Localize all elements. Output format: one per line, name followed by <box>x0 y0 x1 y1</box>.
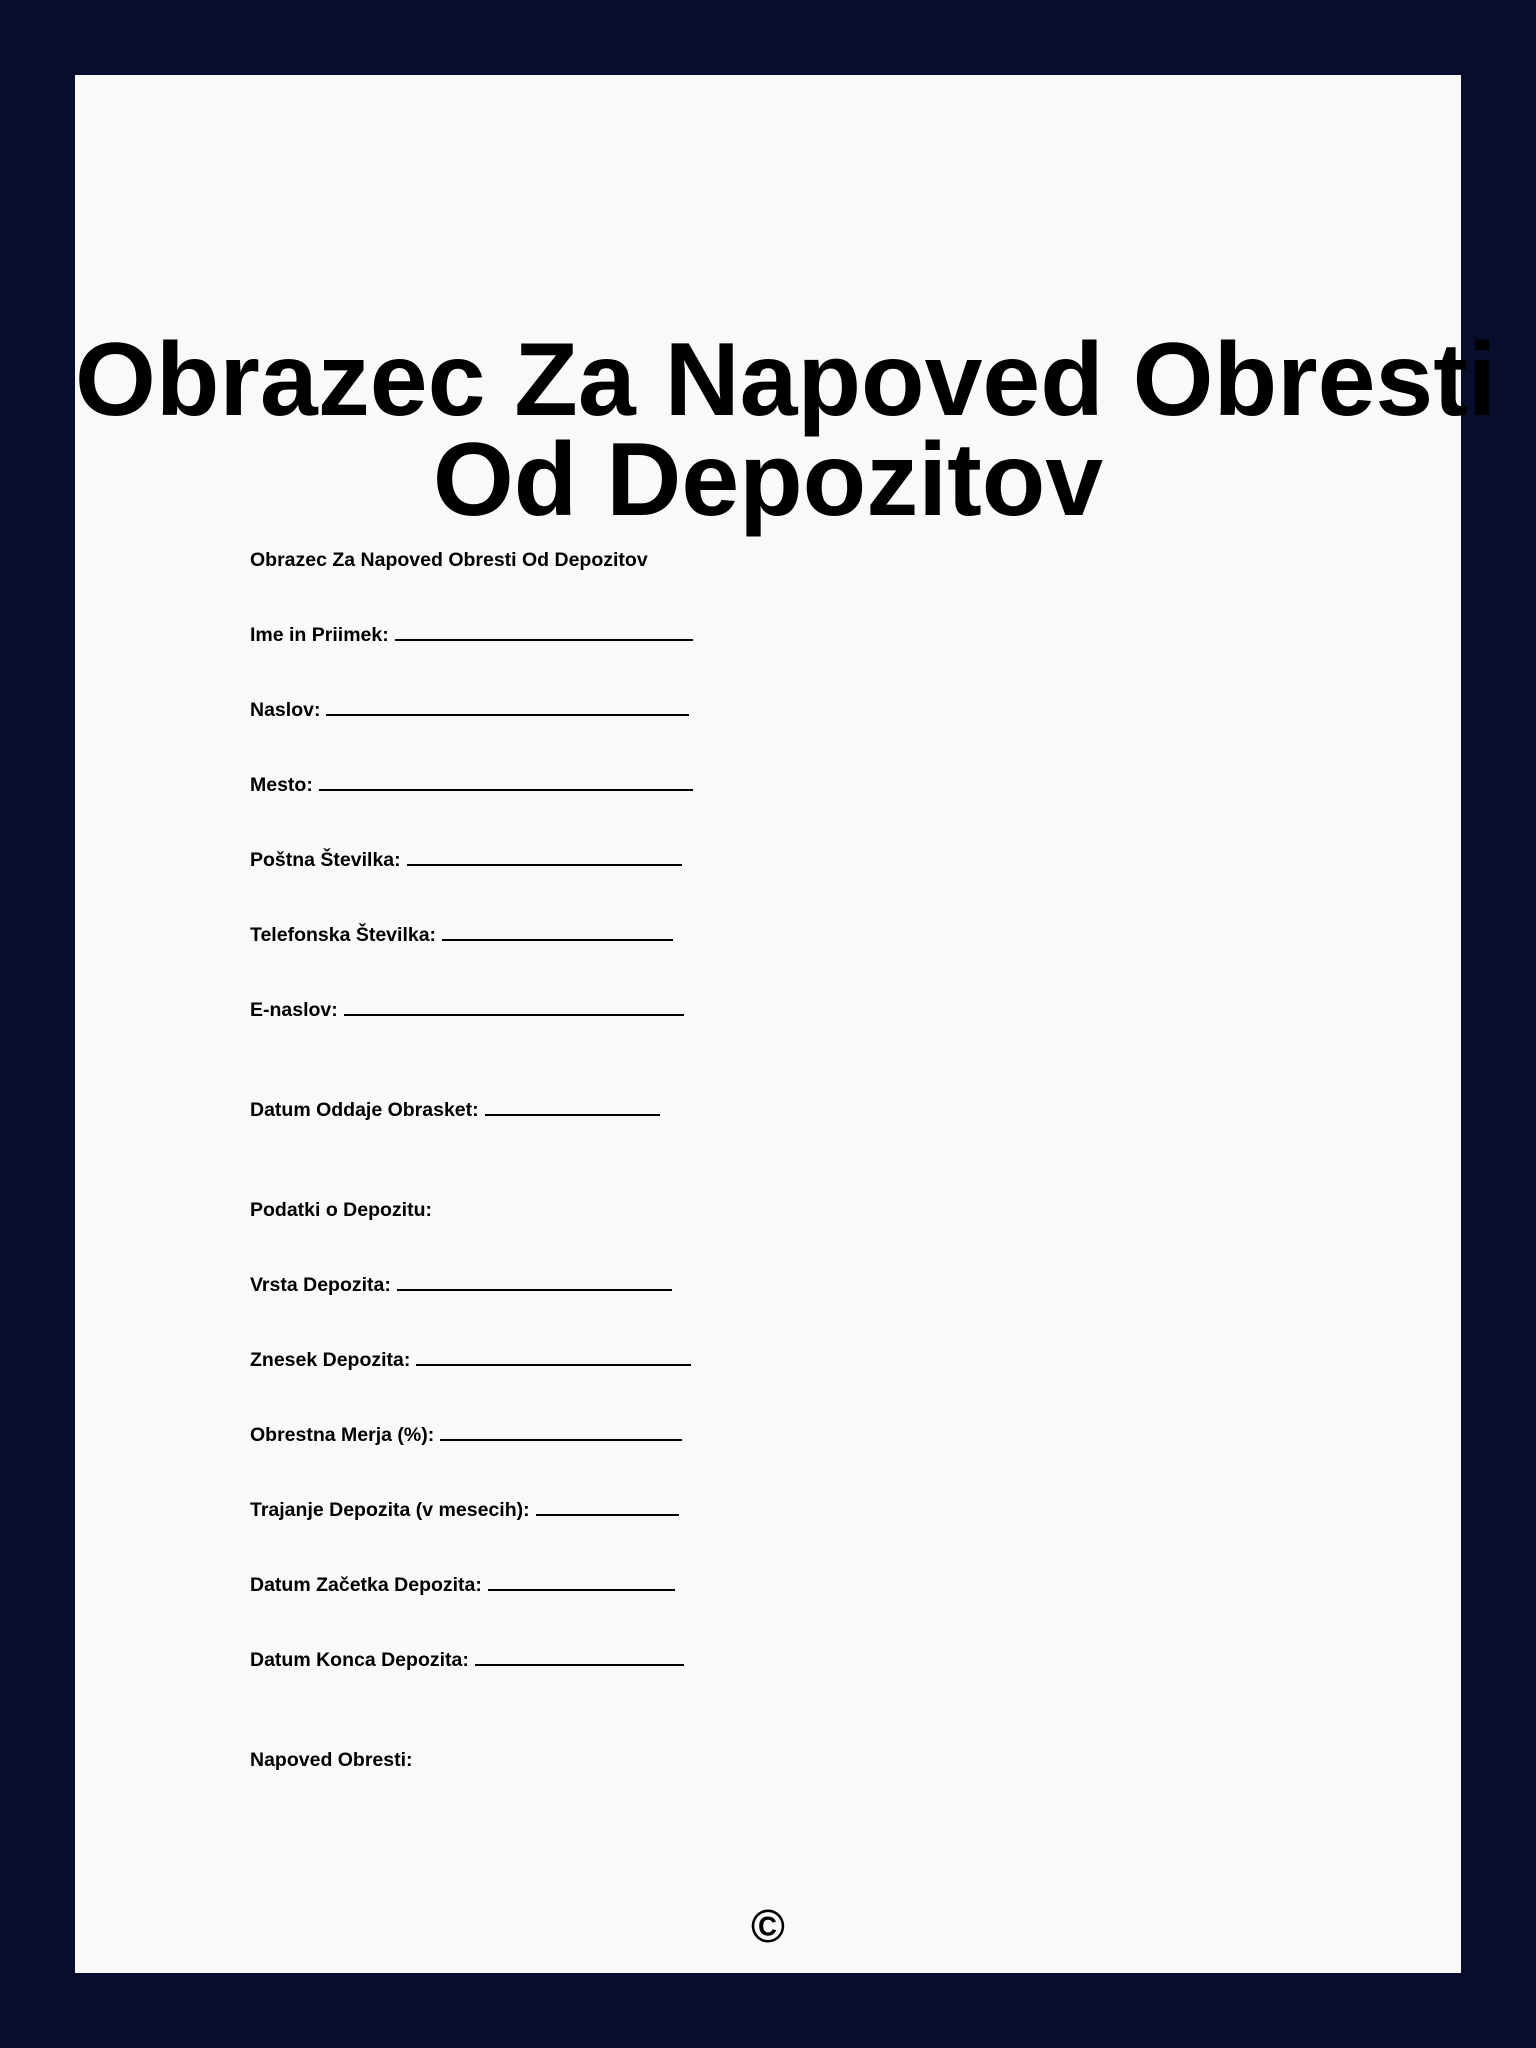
field-label: Znesek Depozita: <box>250 1349 411 1371</box>
blank-line[interactable] <box>344 1000 684 1016</box>
field-deposit-duration[interactable] <box>250 1498 679 1522</box>
field-deposit-amount[interactable] <box>250 1348 691 1372</box>
field-deposit-start-date[interactable] <box>250 1573 675 1597</box>
field-email[interactable] <box>250 998 684 1022</box>
copyright-icon: © <box>751 1900 785 1952</box>
blank-line[interactable] <box>536 1500 679 1516</box>
field-label: Vrsta Depozita: <box>250 1274 391 1296</box>
blank-line[interactable] <box>440 1425 682 1441</box>
field-city[interactable] <box>250 773 693 797</box>
field-address[interactable] <box>250 698 689 722</box>
blank-line[interactable] <box>395 625 693 641</box>
field-postal-code[interactable] <box>250 848 682 872</box>
blank-line[interactable] <box>397 1275 672 1291</box>
field-label: Datum Konca Depozita: <box>250 1649 469 1671</box>
blank-line[interactable] <box>485 1100 660 1116</box>
blank-line[interactable] <box>416 1350 691 1366</box>
field-label: Telefonska Številka: <box>250 924 437 946</box>
field-label: Mesto: <box>250 774 313 796</box>
title-line-2: Od Depozitov <box>432 422 1104 538</box>
page-title <box>75 322 1497 538</box>
blank-line[interactable] <box>475 1650 684 1666</box>
field-submission-date[interactable] <box>250 1098 660 1122</box>
document-page <box>75 75 1497 1973</box>
blank-line[interactable] <box>442 925 673 941</box>
field-label: Poštna Številka: <box>250 849 401 871</box>
field-full-name[interactable] <box>250 623 693 647</box>
field-interest-rate[interactable] <box>250 1423 682 1447</box>
field-label: Datum Začetka Depozita: <box>250 1574 482 1596</box>
interest-forecast-heading: Napoved Obresti: <box>250 1749 413 1771</box>
deposit-section-heading: Podatki o Depozitu: <box>250 1199 432 1221</box>
blank-line[interactable] <box>326 700 689 716</box>
title-line-1: Obrazec Za Napoved Obresti <box>75 322 1497 438</box>
field-label: Ime in Priimek: <box>250 624 389 646</box>
form-subtitle: Obrazec Za Napoved Obresti Od Depozitov <box>250 549 648 571</box>
field-label: Datum Oddaje Obrasket: <box>250 1099 479 1121</box>
field-label: Trajanje Depozita (v mesecih): <box>250 1499 530 1521</box>
field-label: Obrestna Merja (%): <box>250 1424 435 1446</box>
field-deposit-type[interactable] <box>250 1273 672 1297</box>
blank-line[interactable] <box>488 1575 675 1591</box>
field-phone-number[interactable] <box>250 923 673 947</box>
field-label: Naslov: <box>250 699 321 721</box>
blank-line[interactable] <box>407 850 682 866</box>
field-deposit-end-date[interactable] <box>250 1648 684 1672</box>
blank-line[interactable] <box>319 775 693 791</box>
field-label: E-naslov: <box>250 999 338 1021</box>
